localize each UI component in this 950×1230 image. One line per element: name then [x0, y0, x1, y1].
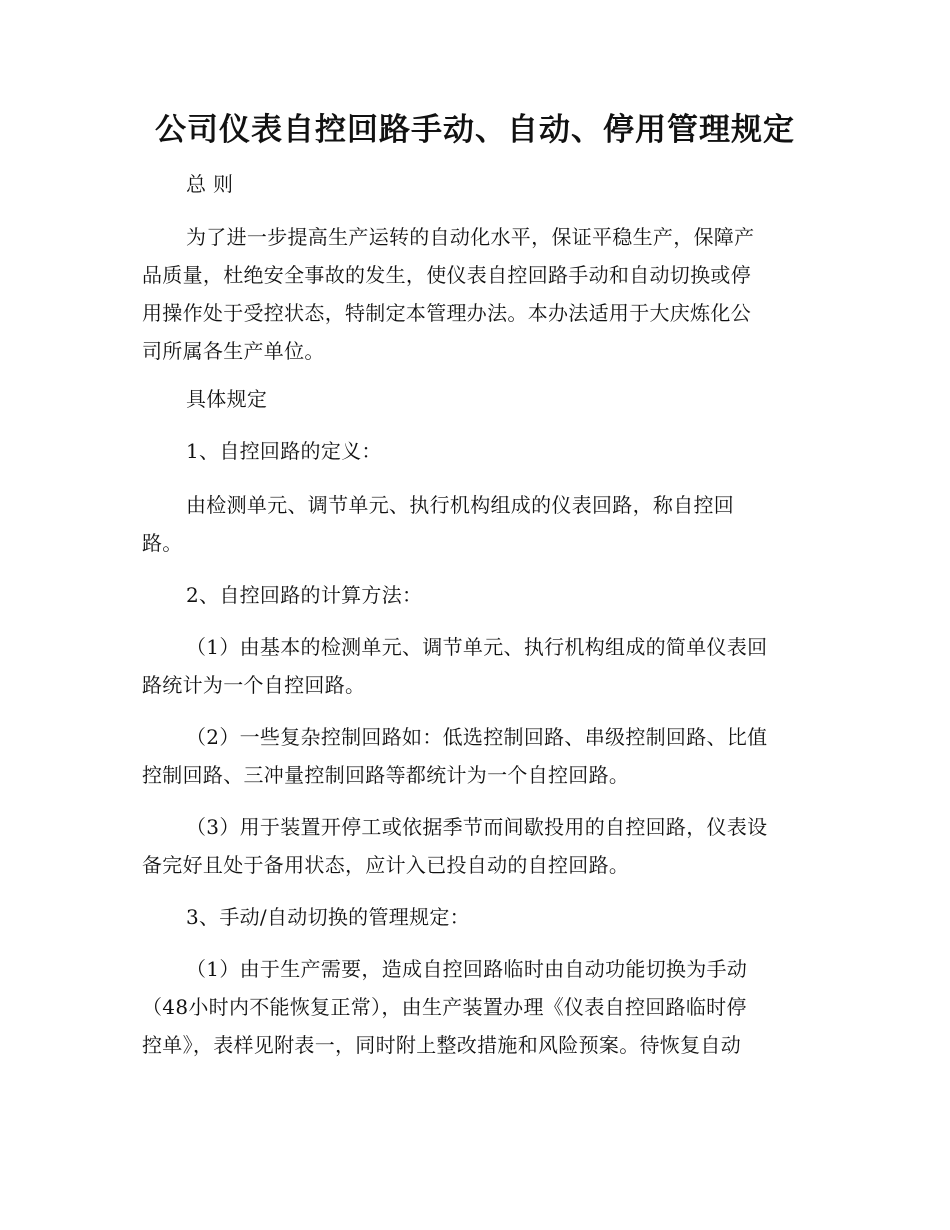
- item2-sub2-line-1: （2）一些复杂控制回路如：低选控制回路、串级控制回路、比值: [186, 725, 768, 749]
- item2-sub1: [142, 628, 808, 704]
- intro-paragraph: [142, 218, 808, 370]
- item2-sub2-line-2: 控制回路、三冲量控制回路等都统计为一个自控回路。: [142, 763, 630, 787]
- section-heading-specific: [142, 380, 808, 418]
- section-heading-general: [142, 165, 808, 203]
- item2-sub3-line-2: 备完好且处于备用状态，应计入已投自动的自控回路。: [142, 853, 630, 877]
- item1-heading: [142, 432, 808, 470]
- item2-heading-text: 2、自控回路的计算方法：: [186, 583, 423, 607]
- item1-body-line-1: 由检测单元、调节单元、执行机构组成的仪表回路，称自控回: [186, 493, 735, 517]
- item1-body: [142, 486, 808, 562]
- item3-heading: [142, 898, 808, 936]
- item1-heading-text: 1、自控回路的定义：: [186, 439, 382, 463]
- section-heading-specific-text: 具体规定: [186, 387, 268, 411]
- intro-line-2: 品质量，杜绝安全事故的发生，使仪表自控回路手动和自动切换或停: [142, 263, 751, 287]
- item2-sub3-line-1: （3）用于装置开停工或依据季节而间歇投用的自控回路，仪表设: [186, 815, 768, 839]
- document-title: 公司仪表自控回路手动、自动、停用管理规定: [155, 112, 795, 148]
- item3-heading-text: 3、手动/自动切换的管理规定：: [186, 905, 470, 929]
- intro-line-4: 司所属各生产单位。: [142, 339, 325, 363]
- item3-sub1-line-1: （1）由于生产需要，造成自控回路临时由自动功能切换为手动: [186, 957, 748, 981]
- item3-sub1: [142, 950, 808, 1064]
- intro-line-3: 用操作处于受控状态，特制定本管理办法。本办法适用于大庆炼化公: [142, 301, 751, 325]
- item2-heading: [142, 576, 808, 614]
- section-heading-general-text: 总 则: [186, 172, 234, 196]
- item2-sub1-line-1: （1）由基本的检测单元、调节单元、执行机构组成的简单仪表回: [186, 635, 768, 659]
- item2-sub3: [142, 808, 808, 884]
- intro-line-1: 为了进一步提高生产运转的自动化水平，保证平稳生产，保障产: [186, 225, 755, 249]
- item3-sub1-line-2: （48小时内不能恢复正常），由生产装置办理《仪表自控回路临时停: [142, 995, 747, 1019]
- item1-body-line-2: 路。: [142, 531, 183, 555]
- item3-sub1-line-3: 控单》，表样见附表一，同时附上整改措施和风险预案。待恢复自动: [142, 1033, 741, 1057]
- item2-sub1-line-2: 路统计为一个自控回路。: [142, 673, 366, 697]
- item2-sub2: [142, 718, 808, 794]
